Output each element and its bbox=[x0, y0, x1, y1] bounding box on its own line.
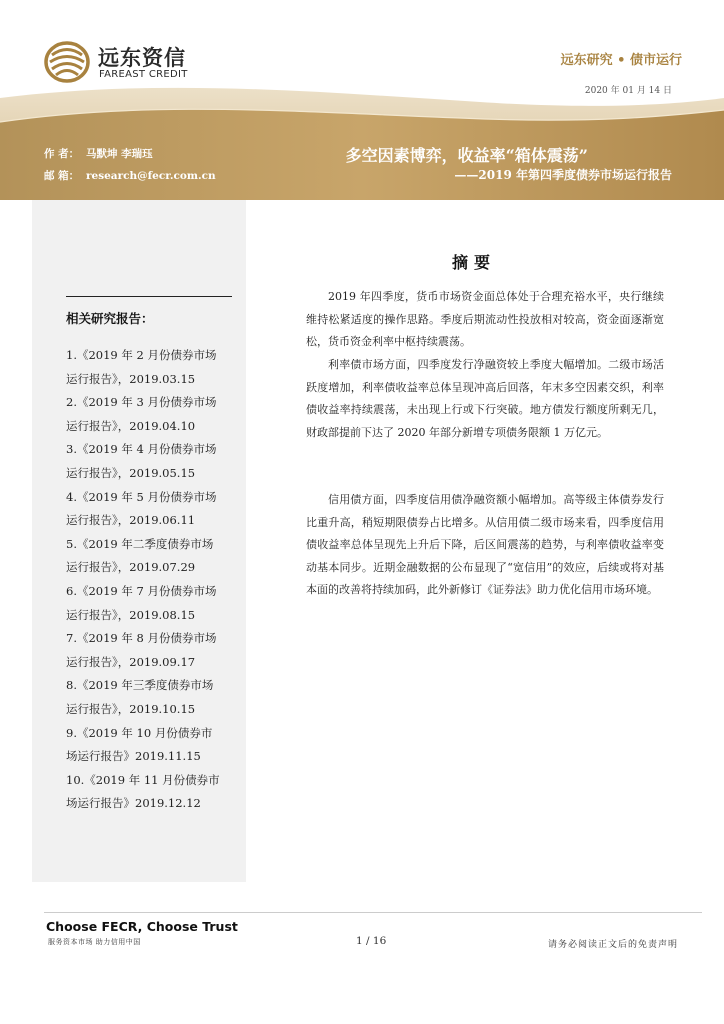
page-number: 1 / 16 bbox=[356, 935, 387, 947]
author-names: 马默坤 李瑞珏 bbox=[86, 148, 153, 160]
author-line bbox=[44, 146, 153, 161]
logo-chinese-name: 远东资信 bbox=[98, 46, 186, 70]
related-report-item[interactable]: 9.《2019 年 10 月份债券市 场运行报告》2019.11.15 bbox=[66, 725, 213, 764]
related-reports-list bbox=[66, 344, 238, 816]
related-report-item[interactable]: 1.《2019 年 2 月份债券市场 运行报告》，2019.03.15 bbox=[66, 348, 217, 386]
author-label: 作 者： bbox=[44, 148, 80, 160]
footer-divider bbox=[44, 912, 702, 913]
series-tag: 远东研究 • 债市运行 bbox=[560, 53, 682, 68]
abstract-paragraph-money-market: 2019 年四季度，货币市场资金面总体处于合理充裕水平，央行继续维持松紧适度的操作思路。季度后期流动性投放相对较高，资金面逐渐宽松，货币资金利率中枢持续震荡。 bbox=[306, 290, 664, 348]
related-report-item[interactable]: 6.《2019 年 7 月份债券市场 运行报告》，2019.08.15 bbox=[66, 583, 217, 622]
logo-english-name: FAREAST CREDIT bbox=[99, 69, 188, 80]
related-report-item[interactable]: 3.《2019 年 4 月份债券市场 运行报告》，2019.05.15 bbox=[66, 442, 217, 480]
sidebar-divider bbox=[66, 296, 232, 297]
email-label: 邮 箱： bbox=[44, 170, 80, 182]
abstract-title: 摘要 bbox=[452, 253, 497, 272]
disclaimer-note[interactable]: 请务必阅读正文后的免责声明 bbox=[547, 940, 678, 950]
related-reports-heading: 相关研究报告： bbox=[66, 311, 154, 326]
related-report-item[interactable]: 10.《2019 年 11 月份债券市 场运行报告》2019.12.12 bbox=[66, 772, 220, 811]
related-report-item[interactable]: 5.《2019 年二季度债券市场 运行报告》，2019.07.29 bbox=[66, 536, 214, 575]
related-report-item[interactable]: 2.《2019 年 3 月份债券市场 运行报告》，2019.04.10 bbox=[66, 395, 217, 433]
report-subtitle: ——2019 年第四季度债券市场运行报告 bbox=[454, 168, 672, 182]
footer-slogan-sub: 服务资本市场 助力信用中国 bbox=[48, 938, 141, 946]
report-title: 多空因素博弈，收益率“箱体震荡” bbox=[345, 146, 588, 165]
email-address[interactable]: research@fecr.com.cn bbox=[86, 170, 216, 182]
abstract-paragraph-rate-bonds: 利率债市场方面，四季度发行净融资较上季度大幅增加。二级市场活跃度增加，利率债收益率总体呈现冲高后回落，年末多空因素交织，利率债收益率持续震荡，未出现上行或下行突破。地方债发行额度所剩无几，财政部提前下达了 2020 年部分新增专项债务限额 1 万亿元。 bbox=[306, 358, 664, 439]
email-line bbox=[44, 168, 216, 183]
related-report-item[interactable]: 7.《2019 年 8 月份债券市场 运行报告》，2019.09.17 bbox=[66, 631, 217, 669]
report-date: 2020 年 01 月 14 日 bbox=[584, 86, 672, 96]
related-report-item[interactable]: 4.《2019 年 5 月份债券市场 运行报告》，2019.06.11 bbox=[66, 489, 217, 528]
related-report-item[interactable]: 8.《2019 年三季度债券市场 运行报告》，2019.10.15 bbox=[66, 678, 214, 716]
abstract-paragraph-credit-bonds: 信用债方面，四季度信用债净融资额小幅增加。高等级主体债券发行比重升高，稍短期限债券占比增多。从信用债二级市场来看，四季度信用债收益率总体呈现先上升后下降，后区间震荡的趋势，与利率债收益率变动基本同步。近期金融数据的公布显现了“宽信用”的效应，后续或将对基本面的改善将持续加码，此外新修订《证券法》助力优化信用市场环境。 bbox=[306, 493, 664, 596]
footer-slogan: Choose FECR, Choose Trust bbox=[46, 919, 238, 934]
